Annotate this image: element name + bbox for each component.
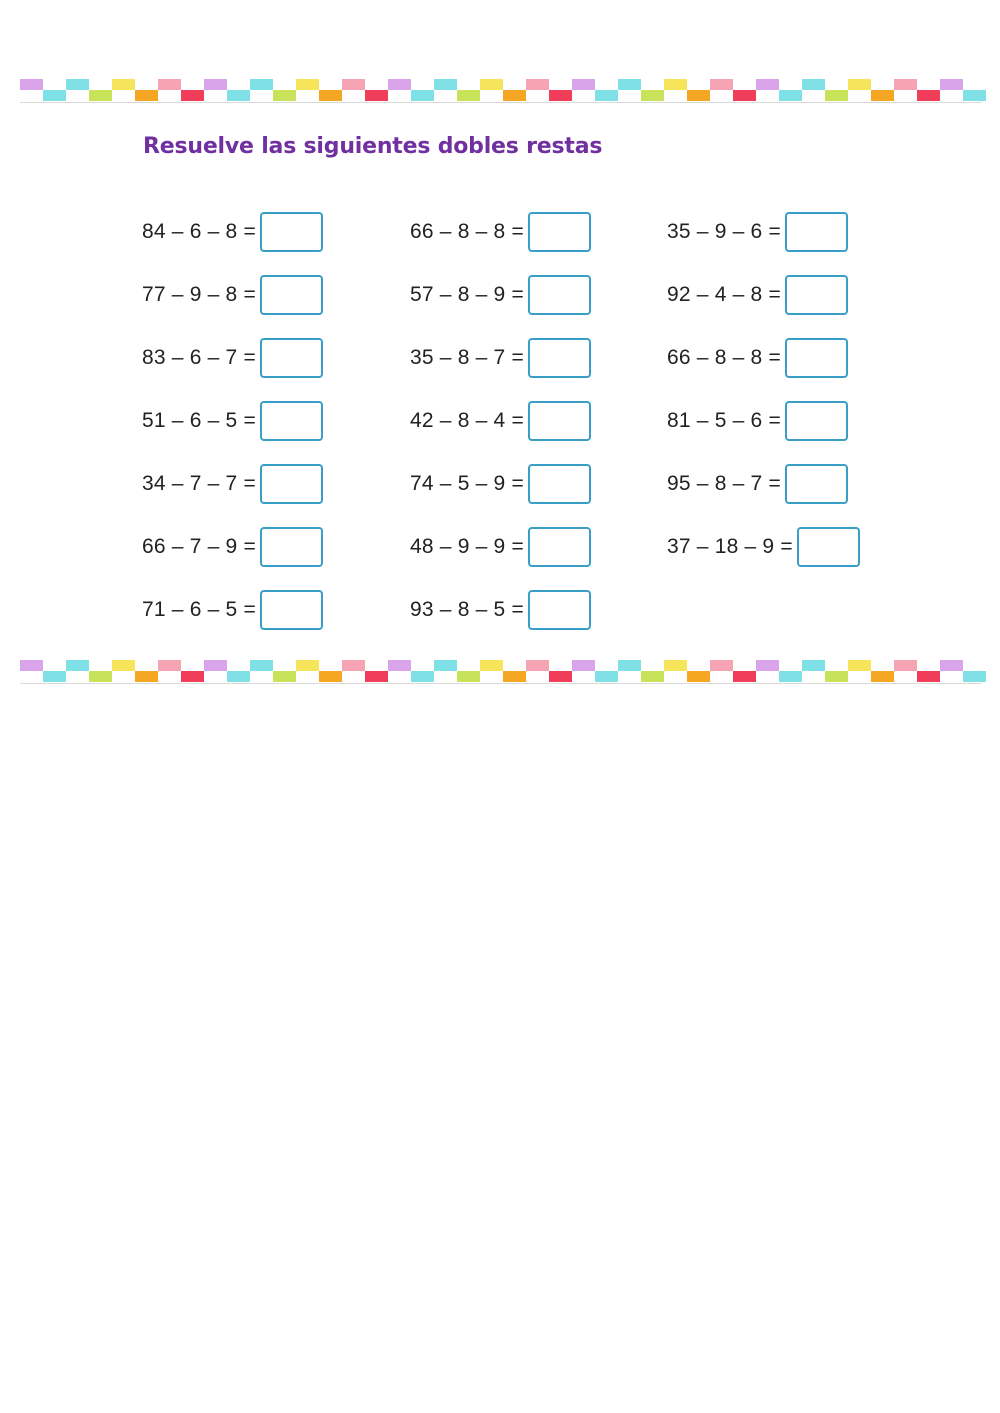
subtraction-expression: 37 – 18 – 9 = [667,535,793,558]
subtraction-expression: 57 – 8 – 9 = [410,283,524,306]
border-square [273,671,296,682]
answer-box[interactable] [260,527,323,567]
border-square [871,90,894,101]
border-square [158,660,181,671]
border-square [112,79,135,90]
border-square [664,79,687,90]
border-square [940,79,963,90]
answer-box[interactable] [528,401,591,441]
subtraction-expression: 95 – 8 – 7 = [667,472,781,495]
border-square [664,660,687,671]
border-square [825,671,848,682]
border-square [227,90,250,101]
border-square [779,90,802,101]
exercise-item [667,525,860,569]
border-square [388,660,411,671]
answer-box[interactable] [785,275,848,315]
subtraction-expression: 77 – 9 – 8 = [142,283,256,306]
border-square [43,90,66,101]
border-square [296,660,319,671]
border-square [963,671,986,682]
border-square [894,660,917,671]
answer-box[interactable] [260,212,323,252]
answer-box[interactable] [260,275,323,315]
border-square [710,660,733,671]
border-square [319,90,342,101]
border-square [917,671,940,682]
border-square [963,90,986,101]
border-square [940,660,963,671]
exercise-item [142,462,323,506]
border-square [480,660,503,671]
subtraction-expression: 35 – 8 – 7 = [410,346,524,369]
border-square [365,90,388,101]
answer-box[interactable] [785,464,848,504]
exercise-item [410,273,591,317]
answer-box[interactable] [785,338,848,378]
answer-box[interactable] [785,212,848,252]
border-square [825,90,848,101]
border-square [848,79,871,90]
exercise-item [142,210,323,254]
border-square [204,79,227,90]
border-square [411,90,434,101]
border-square [549,671,572,682]
exercise-item [142,336,323,380]
border-square [687,90,710,101]
subtraction-expression: 48 – 9 – 9 = [410,535,524,558]
border-square [20,79,43,90]
border-square [572,79,595,90]
border-square [43,671,66,682]
border-square [204,660,227,671]
subtraction-expression: 84 – 6 – 8 = [142,220,256,243]
border-square [296,79,319,90]
border-square [434,660,457,671]
exercise-item [667,399,848,443]
top-decorative-border [20,79,981,103]
answer-box[interactable] [260,590,323,630]
border-square [756,79,779,90]
border-square [457,90,480,101]
exercise-item [142,399,323,443]
exercise-item [667,273,848,317]
subtraction-expression: 35 – 9 – 6 = [667,220,781,243]
subtraction-expression: 34 – 7 – 7 = [142,472,256,495]
answer-box[interactable] [260,338,323,378]
border-square [342,660,365,671]
subtraction-expression: 66 – 8 – 8 = [410,220,524,243]
subtraction-expression: 83 – 6 – 7 = [142,346,256,369]
answer-box[interactable] [797,527,860,567]
border-square [250,79,273,90]
border-square [89,671,112,682]
border-square [112,660,135,671]
border-square [503,90,526,101]
answer-box[interactable] [528,527,591,567]
subtraction-expression: 66 – 7 – 9 = [142,535,256,558]
border-square [503,671,526,682]
exercise-item [410,525,591,569]
border-square [618,79,641,90]
exercise-item [142,273,323,317]
border-square [434,79,457,90]
border-square [342,79,365,90]
border-square [273,90,296,101]
border-square [572,660,595,671]
border-square [227,671,250,682]
answer-box[interactable] [260,401,323,441]
subtraction-expression: 81 – 5 – 6 = [667,409,781,432]
border-square [917,90,940,101]
subtraction-expression: 74 – 5 – 9 = [410,472,524,495]
border-square [848,660,871,671]
answer-box[interactable] [528,464,591,504]
border-square [595,671,618,682]
worksheet-title: Resuelve las siguientes dobles restas [143,134,603,159]
border-square [411,671,434,682]
exercise-item [410,462,591,506]
border-square [480,79,503,90]
border-square [595,90,618,101]
border-square [135,90,158,101]
exercise-item [667,462,848,506]
border-square [894,79,917,90]
border-square [319,671,342,682]
border-square [135,671,158,682]
border-square [181,671,204,682]
border-square [641,671,664,682]
answer-box[interactable] [260,464,323,504]
border-square [365,671,388,682]
answer-box[interactable] [785,401,848,441]
exercise-item [667,210,848,254]
answer-box[interactable] [528,212,591,252]
border-square [756,660,779,671]
border-square [871,671,894,682]
subtraction-expression: 92 – 4 – 8 = [667,283,781,306]
border-square [802,660,825,671]
exercise-item [142,525,323,569]
answer-box[interactable] [528,275,591,315]
border-square [526,660,549,671]
border-square [388,79,411,90]
subtraction-expression: 66 – 8 – 8 = [667,346,781,369]
border-square [733,671,756,682]
border-square [802,79,825,90]
border-square [250,660,273,671]
border-square [733,90,756,101]
exercise-item [410,399,591,443]
border-square [779,671,802,682]
border-square [66,660,89,671]
exercise-item [410,210,591,254]
border-square [618,660,641,671]
border-line [20,102,981,103]
border-square [181,90,204,101]
exercise-item [667,336,848,380]
subtraction-expression: 93 – 8 – 5 = [410,598,524,621]
border-square [526,79,549,90]
subtraction-expression: 71 – 6 – 5 = [142,598,256,621]
border-square [687,671,710,682]
border-square [20,660,43,671]
exercise-item [410,588,591,632]
border-square [158,79,181,90]
answer-box[interactable] [528,590,591,630]
border-square [457,671,480,682]
bottom-decorative-border [20,660,981,684]
border-square [549,90,572,101]
subtraction-expression: 42 – 8 – 4 = [410,409,524,432]
exercise-item [410,336,591,380]
border-square [66,79,89,90]
border-square [89,90,112,101]
answer-box[interactable] [528,338,591,378]
border-square [641,90,664,101]
subtraction-expression: 51 – 6 – 5 = [142,409,256,432]
exercise-item [142,588,323,632]
border-square [710,79,733,90]
border-line [20,683,981,684]
